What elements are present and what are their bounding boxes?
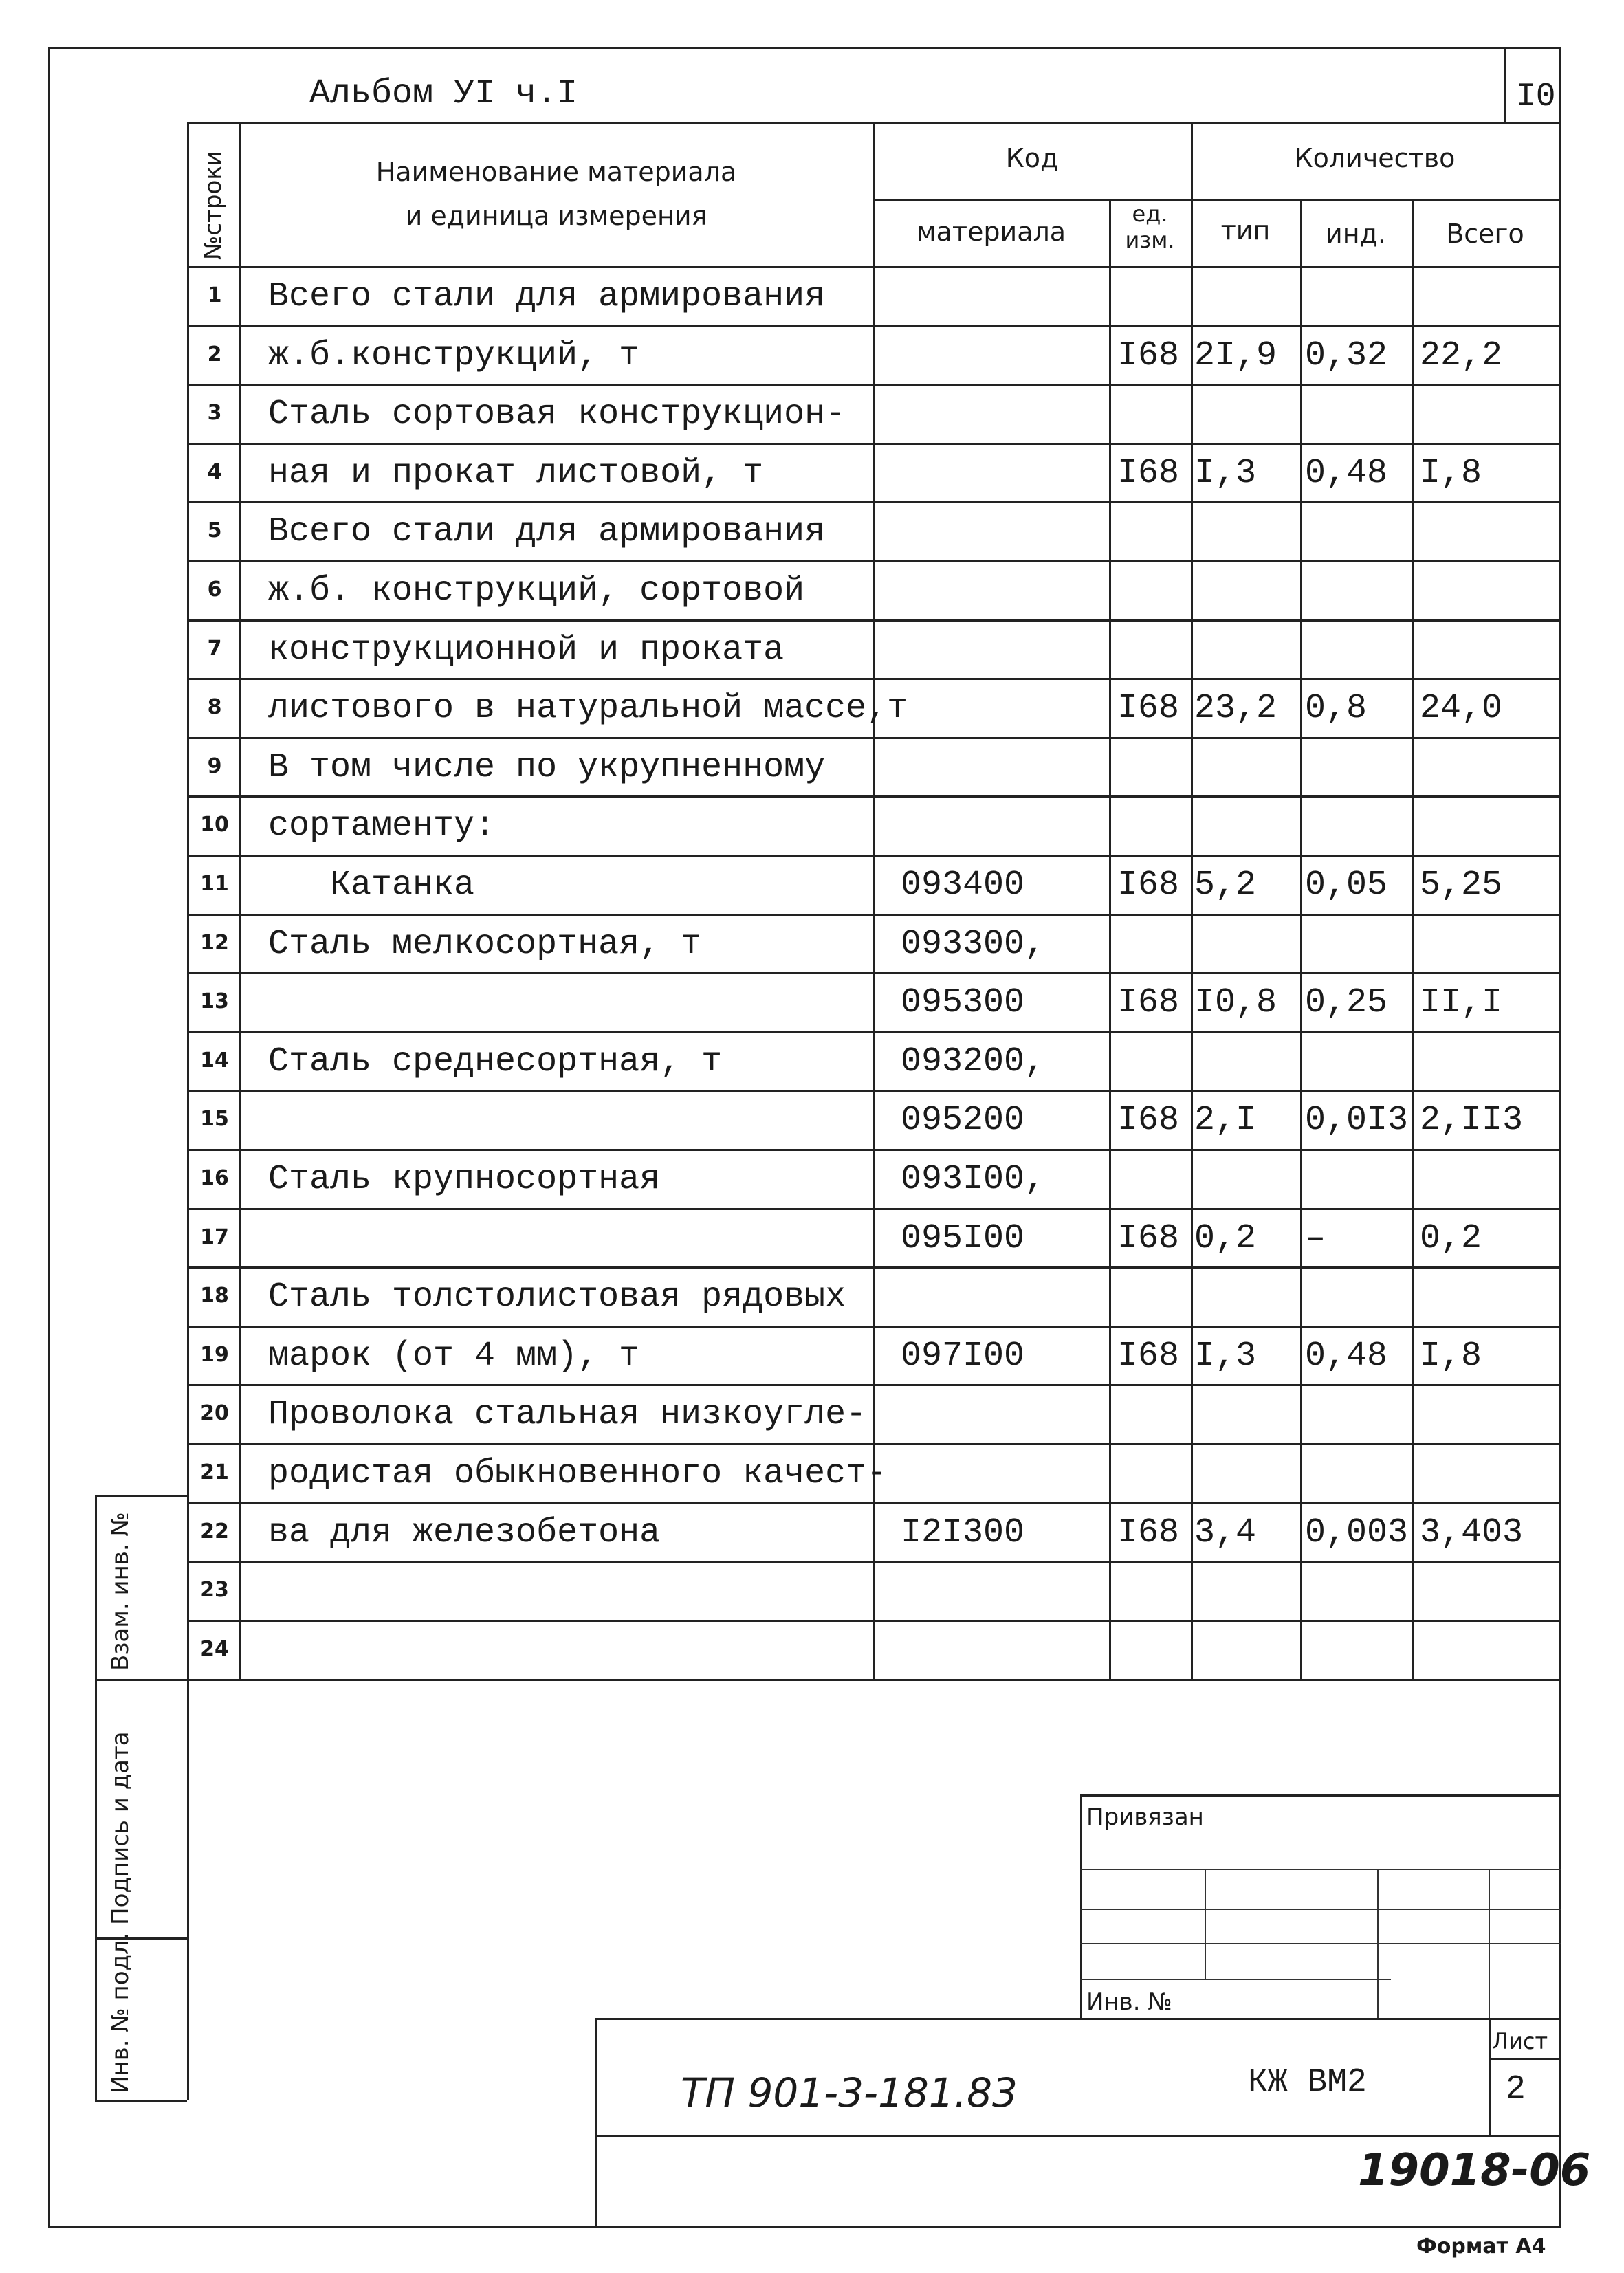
qty-header: Количество	[1294, 143, 1456, 173]
row-code-cell: 093400	[901, 866, 1025, 905]
row-number: 6	[207, 578, 222, 602]
row-typ-cell: I0,8	[1194, 983, 1277, 1022]
row-divider	[187, 501, 1561, 503]
list-number: 2	[1506, 2071, 1526, 2108]
row-number: 20	[200, 1401, 229, 1425]
handwritten-number: 19018-06	[1358, 2145, 1591, 2196]
document-mark: КЖ ВМ2	[1248, 2064, 1367, 2101]
row-code-cell: 095200	[901, 1101, 1025, 1140]
row-divider	[187, 972, 1561, 974]
sheet-num-divider	[1504, 47, 1506, 122]
row-unit-cell: I68	[1117, 866, 1180, 905]
row-total-cell: 0,2	[1420, 1219, 1482, 1258]
document-code: ТП 901-3-181.83	[681, 2069, 1018, 2116]
row-code-cell: I2I300	[901, 1513, 1025, 1552]
privyazan-label: Привязан	[1086, 1803, 1204, 1831]
row-divider	[187, 560, 1561, 562]
list-label: Лист	[1492, 2028, 1548, 2054]
format-label: Формат А4	[1416, 2234, 1546, 2259]
name-header-line2: и единица измерения	[405, 201, 707, 231]
unit-subheader-line2: изм.	[1125, 227, 1175, 253]
row-number: 11	[200, 872, 229, 896]
material-subheader: материала	[916, 217, 1066, 247]
row-ind-cell: 0,32	[1305, 336, 1388, 375]
row-number: 1	[207, 283, 222, 307]
row-number: 19	[200, 1343, 229, 1367]
row-number: 17	[200, 1225, 229, 1249]
row-divider	[187, 1620, 1561, 1622]
row-typ-cell: I,3	[1194, 1337, 1257, 1376]
row-divider	[187, 678, 1561, 680]
row-number: 21	[200, 1460, 229, 1484]
row-code-cell: 095I00	[901, 1219, 1025, 1258]
row-typ-cell: 5,2	[1194, 866, 1257, 905]
row-number: 22	[200, 1519, 229, 1544]
row-number: 14	[200, 1048, 229, 1073]
row-total-cell: 5,25	[1420, 866, 1503, 905]
row-number: 4	[207, 460, 222, 484]
row-material-name: Всего стали для армирования	[268, 277, 826, 316]
ind-subheader: инд.	[1326, 219, 1386, 249]
row-divider	[187, 1266, 1561, 1269]
row-code-cell: 093300,	[901, 925, 1046, 964]
row-total-cell: I,8	[1420, 1337, 1482, 1376]
row-unit-cell: I68	[1117, 983, 1180, 1022]
row-divider	[187, 619, 1561, 622]
row-ind-cell: 0,0I3	[1305, 1101, 1409, 1140]
row-material-name: родистая обыкновенного качест-	[268, 1454, 888, 1493]
rownum-header: №строки	[199, 151, 227, 260]
row-material-name: ж.б.конструкций, т	[268, 336, 640, 375]
inv-podl-label: Инв. № подл.	[107, 1932, 134, 2094]
row-ind-cell: –	[1305, 1219, 1326, 1258]
row-divider	[187, 443, 1561, 445]
row-divider	[187, 384, 1561, 386]
vzam-inv-label: Взам. инв. №	[107, 1512, 134, 1671]
row-material-name: В том числе по укрупненному	[268, 748, 826, 787]
row-ind-cell: 0,05	[1305, 866, 1388, 905]
row-divider	[187, 1149, 1561, 1151]
row-number: 13	[200, 989, 229, 1013]
row-material-name: Проволока стальная низкоугле-	[268, 1395, 867, 1434]
name-header-line1: Наименование материала	[375, 157, 737, 187]
row-typ-cell: 0,2	[1194, 1219, 1257, 1258]
row-number: 15	[200, 1107, 229, 1131]
row-unit-cell: I68	[1117, 1101, 1180, 1140]
album-title: Альбом УІ ч.І	[309, 74, 578, 113]
row-typ-cell: 2I,9	[1194, 336, 1277, 375]
row-typ-cell: 3,4	[1194, 1513, 1257, 1552]
row-number: 12	[200, 931, 229, 955]
row-material-name: ная и прокат листовой, т	[268, 454, 764, 493]
row-typ-cell: I,3	[1194, 454, 1257, 493]
row-total-cell: 24,0	[1420, 689, 1503, 728]
row-material-name: Сталь сортовая конструкцион-	[268, 395, 846, 434]
row-material-name: Сталь мелкосортная, т	[268, 925, 702, 964]
row-number: 10	[200, 813, 229, 837]
row-material-name: сортаменту:	[268, 806, 496, 846]
row-material-name: ва для железобетона	[268, 1513, 661, 1552]
row-material-name: марок (от 4 мм), т	[268, 1337, 640, 1376]
row-material-name: конструкционной и проката	[268, 630, 784, 670]
row-number: 9	[207, 754, 222, 778]
row-divider	[187, 325, 1561, 327]
row-material-name: ж.б. конструкций, сортовой	[268, 571, 805, 611]
row-ind-cell: 0,003	[1305, 1513, 1409, 1552]
row-material-name: Сталь среднесортная, т	[268, 1042, 723, 1081]
row-number: 8	[207, 695, 222, 719]
row-total-cell: II,I	[1420, 983, 1503, 1022]
row-total-cell: 22,2	[1420, 336, 1503, 375]
row-unit-cell: I68	[1117, 1513, 1180, 1552]
row-material-name: Сталь крупносортная	[268, 1160, 661, 1199]
row-ind-cell: 0,48	[1305, 1337, 1388, 1376]
row-divider	[187, 1561, 1561, 1563]
row-divider	[187, 855, 1561, 857]
sheet-number: I0	[1516, 78, 1556, 116]
row-divider	[187, 1031, 1561, 1033]
row-divider	[187, 1326, 1561, 1328]
row-number: 23	[200, 1578, 229, 1602]
row-divider	[187, 1443, 1561, 1445]
row-ind-cell: 0,48	[1305, 454, 1388, 493]
inv-no-label: Инв. №	[1086, 1988, 1172, 2016]
row-ind-cell: 0,8	[1305, 689, 1368, 728]
row-total-cell: I,8	[1420, 454, 1482, 493]
row-number: 5	[207, 518, 222, 542]
row-material-name: листового в натуральной массе,т	[268, 689, 908, 728]
row-typ-cell: 23,2	[1194, 689, 1277, 728]
row-unit-cell: I68	[1117, 1219, 1180, 1258]
row-unit-cell: I68	[1117, 454, 1180, 493]
row-code-cell: 095300	[901, 983, 1025, 1022]
row-total-cell: 2,II3	[1420, 1101, 1524, 1140]
row-divider	[187, 1384, 1561, 1386]
row-divider	[187, 737, 1561, 739]
row-divider	[187, 1090, 1561, 1092]
row-divider	[187, 914, 1561, 916]
row-number: 16	[200, 1166, 229, 1190]
row-code-cell: 097I00	[901, 1337, 1025, 1376]
row-code-cell: 093I00,	[901, 1160, 1046, 1199]
row-number: 3	[207, 401, 222, 425]
code-header: Код	[1005, 143, 1059, 173]
row-unit-cell: I68	[1117, 689, 1180, 728]
row-divider	[187, 1502, 1561, 1504]
unit-subheader-line1: ед.	[1132, 201, 1168, 227]
row-divider	[187, 1208, 1561, 1210]
row-total-cell: 3,403	[1420, 1513, 1524, 1552]
row-number: 7	[207, 637, 222, 661]
row-number: 24	[200, 1637, 229, 1661]
row-unit-cell: I68	[1117, 1337, 1180, 1376]
row-unit-cell: I68	[1117, 336, 1180, 375]
row-number: 2	[207, 342, 222, 366]
row-material-name: Сталь толстолистовая рядовых	[268, 1277, 846, 1317]
row-typ-cell: 2,I	[1194, 1101, 1257, 1140]
total-subheader: Всего	[1446, 219, 1524, 249]
row-material-name: Всего стали для армирования	[268, 512, 826, 551]
row-ind-cell: 0,25	[1305, 983, 1388, 1022]
typ-subheader: тип	[1220, 215, 1271, 245]
row-code-cell: 093200,	[901, 1042, 1046, 1081]
row-number: 18	[200, 1284, 229, 1308]
row-material-name: Катанка	[268, 866, 475, 905]
row-divider	[187, 795, 1561, 798]
podpis-data-label: Подпись и дата	[107, 1731, 134, 1925]
